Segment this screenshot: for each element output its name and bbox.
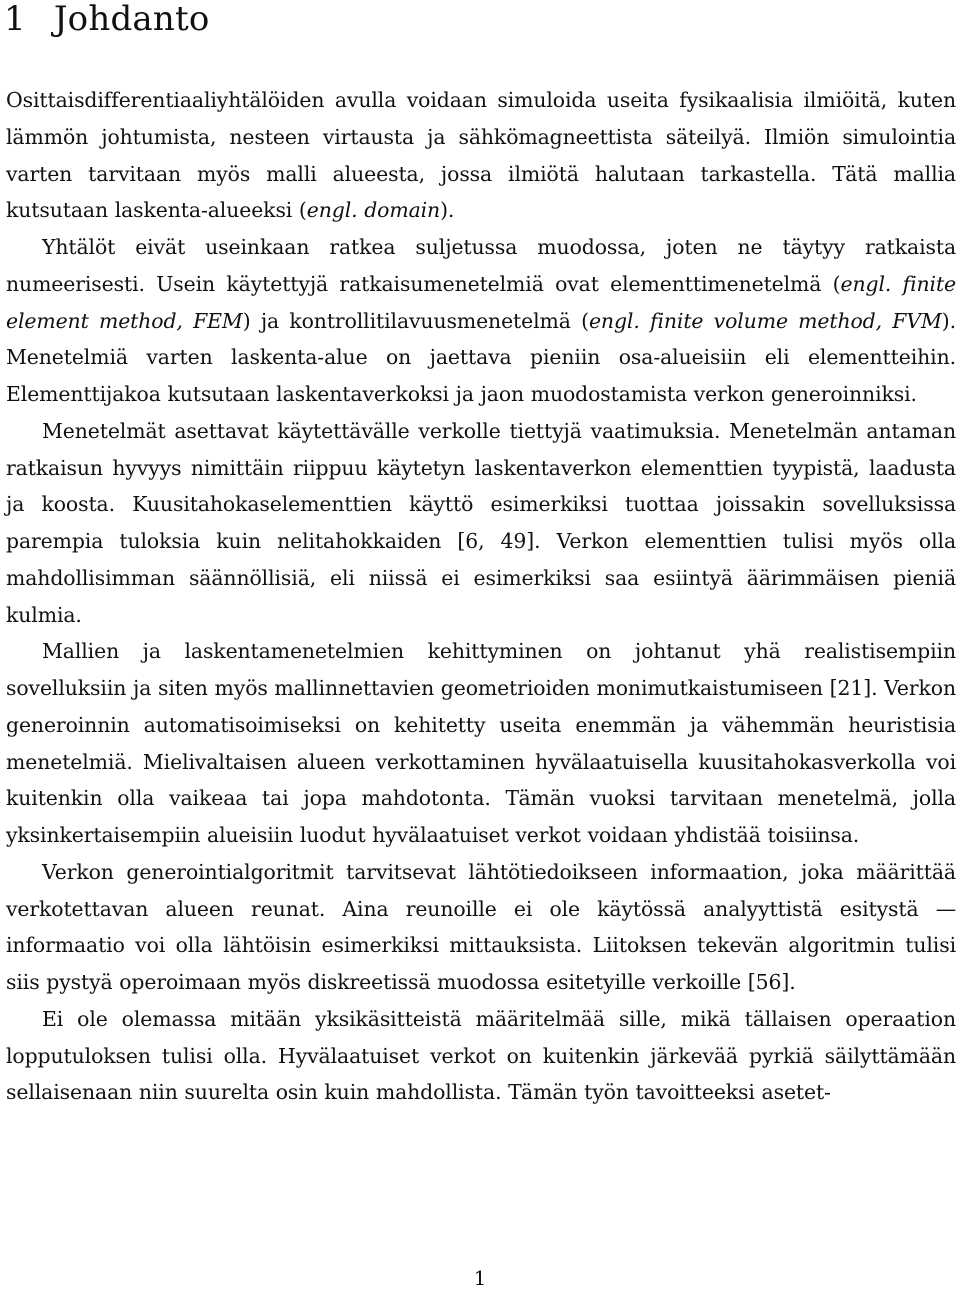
paragraph-1-end: ). <box>440 198 455 223</box>
paragraph-2 <box>6 229 956 413</box>
paragraph-1-text: Osittaisdifferentiaaliyhtälöiden avulla voidaan simuloida useita fysikaalisia ilmiöitä, kuten lämmön johtumista, nesteen virtausta ja sähkömagneettista säteilyä. Ilmiön simulointia varten tarvitaan myös malli alueesta, jossa ilmiötä halutaan tarkastella. Tätä mallia kutsutaan laskenta-alueeksi ( <box>6 88 956 223</box>
paragraph-2-mid: ) ja kontrollitilavuusmenetelmä ( <box>242 308 589 333</box>
paragraph-2-end: ). Menetelmiä varten laskenta-alue on jaettava pieniin osa-alueisiin eli elementteihin. Elementtijakoa kutsutaan laskentaverkoksi ja jaon muodostamista verkon generoinniksi. <box>6 308 956 406</box>
section-heading <box>4 0 210 38</box>
paragraph-2-text: Yhtälöt eivät useinkaan ratkea suljetussa muodossa, joten ne täytyy ratkaista numeerisesti. Usein käytettyjä ratkaisumenetelmiä ovat elementtimenetelmä ( <box>6 235 956 296</box>
english-term-fvm: engl. finite volume method, FVM <box>588 308 942 333</box>
section-number: 1 <box>4 0 26 39</box>
paragraph-6: Ei ole olemassa mitään yksikäsitteistä määritelmää sille, mikä tällaisen operaation lopputuloksen tulisi olla. Hyvälaatuiset verkot on kuitenkin järkevää pyrkiä säilyttämään sellaisenaan niin suurelta osin kuin mahdollista. Tämän työn tavoitteeksi asetet- <box>6 1006 956 1105</box>
english-term-fem: engl. finite element method, FEM <box>6 271 956 333</box>
paragraph-5: Verkon generointialgoritmit tarvitsevat lähtötiedoikseen informaation, joka määrittää verkotettavan alueen reunat. Aina reunoille ei ole käytössä analyyttistä esitystä — informaatio voi olla lähtöisin esimerkiksi mittauksista. Liitoksen tekevän algoritmin tulisi siis pystyä operoimaan myös diskreetissä muodossa esitetyille verkoille [56]. <box>6 859 956 994</box>
english-term-domain: engl. domain <box>306 198 441 223</box>
paragraph-4: Mallien ja laskentamenetelmien kehittyminen on johtanut yhä realistisempiin sovelluksiin ja siten myös mallinnettavien geometrioiden monimutkaistumiseen [21]. Verkon generoinnin automatisoimiseksi on kehitetty useita enemmän ja vähemmän heuristisia menetelmiä. Mielivaltaisen alueen verkottaminen hyvälaatuisella kuusitahokasverkolla voi kuitenkin olla vaikeaa tai jopa mahdotonta. Tämän vuoksi tarvitaan menetelmä, jolla yksinkertaisempiin alueisiin luodut hyvälaatuiset verkot voidaan yhdistää toisiinsa. <box>6 639 956 847</box>
section-title: Johdanto <box>53 0 210 39</box>
page-number: 1 <box>473 1266 487 1290</box>
paragraph-3: Menetelmät asettavat käytettävälle verkolle tiettyjä vaatimuksia. Menetelmän antaman ratkaisun hyvyys nimittäin riippuu käytetyn laskentaverkon elementtien tyypistä, laadusta ja koosta. Kuusitahokaselementtien käyttö esimerkiksi tuottaa joissakin sovelluksissa parempia tuloksia kuin nelitahokkaiden [6, 49]. Verkon elementtien tulisi myös olla mahdollisimman säännöllisiä, eli niissä ei esimerkiksi saa esiintyä äärimmäisen pieniä kulmia. <box>6 418 956 627</box>
paragraph-1 <box>6 82 956 229</box>
body-text <box>6 82 956 1111</box>
